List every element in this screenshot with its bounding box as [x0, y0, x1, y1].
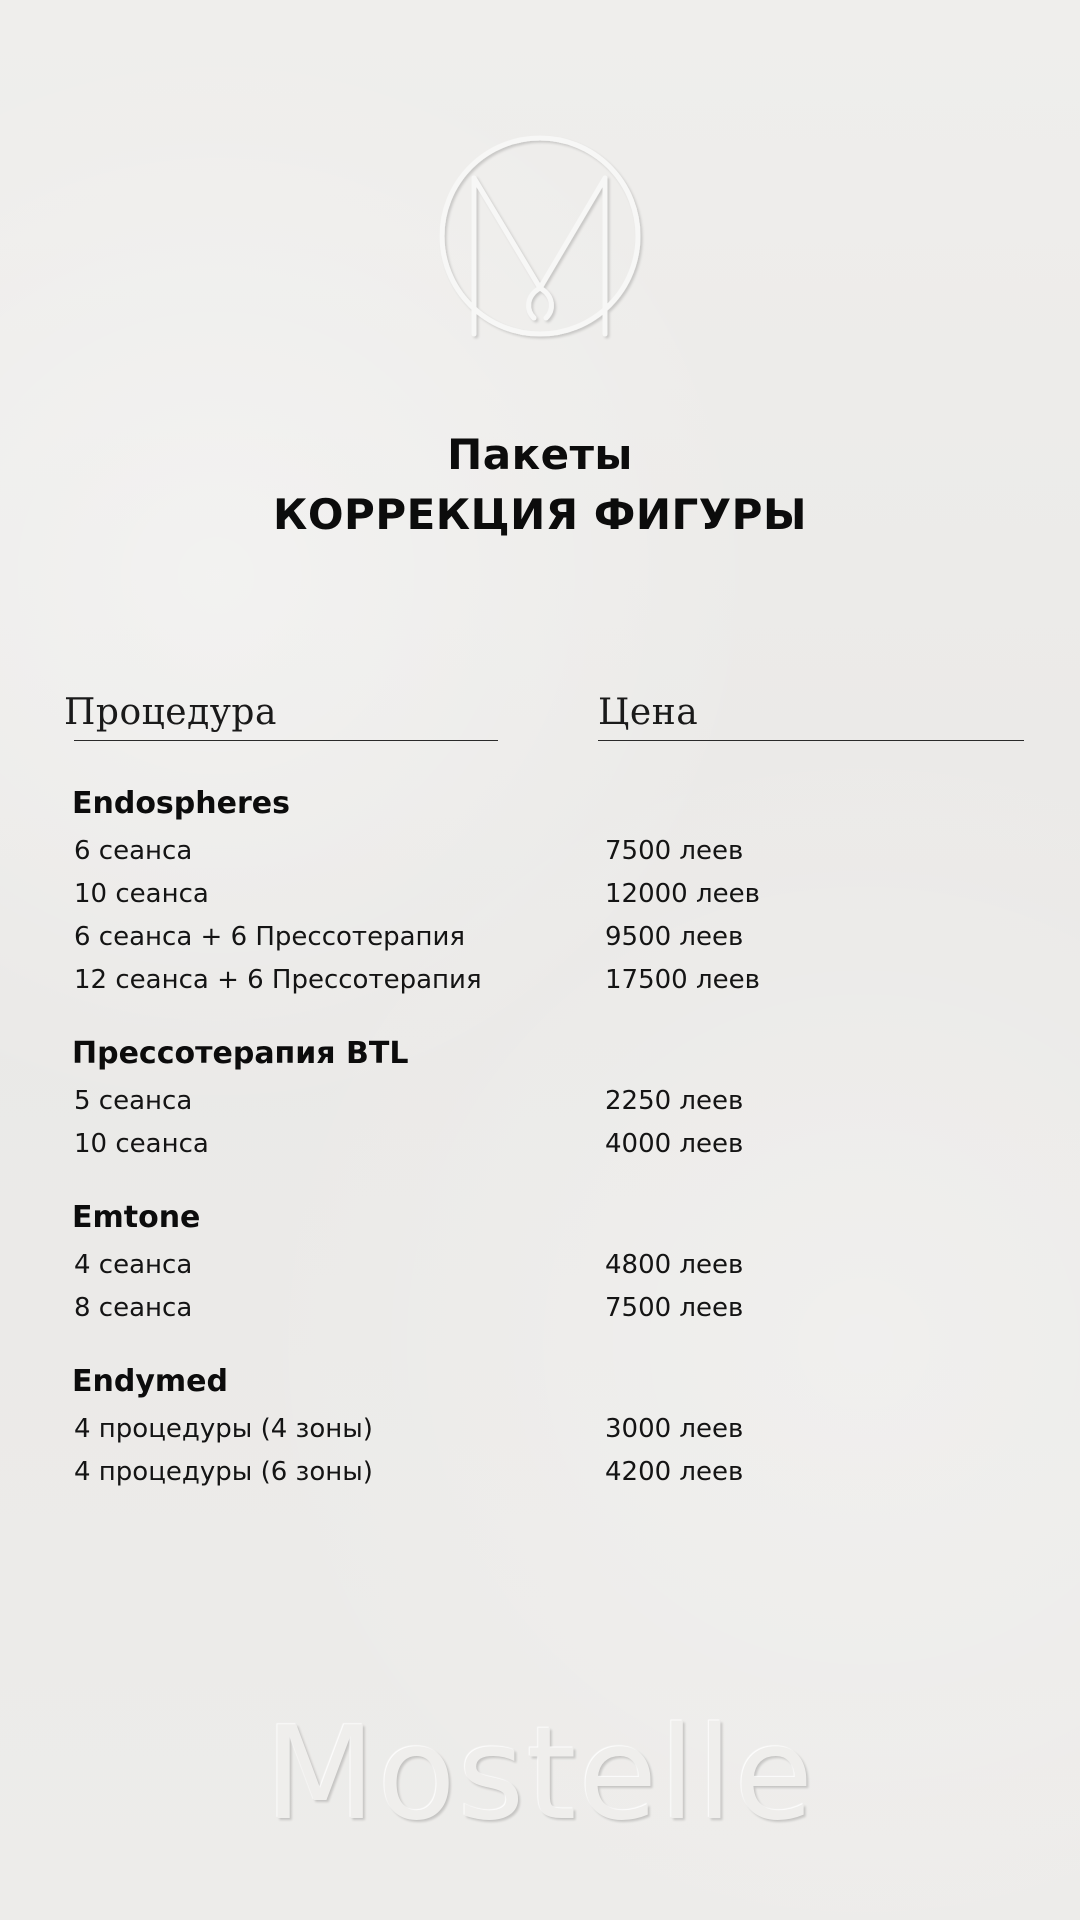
procedure-price: 3000 леев	[605, 1414, 744, 1444]
procedure-price: 12000 леев	[605, 879, 760, 909]
group-emtone	[0, 1194, 1080, 1330]
table-row	[0, 1244, 1080, 1287]
group-title: Endospheres	[72, 786, 290, 821]
procedure-name: 4 процедуры (6 зоны)	[74, 1457, 373, 1487]
procedure-price: 4800 леев	[605, 1250, 744, 1280]
procedure-price: 17500 леев	[605, 965, 760, 995]
procedure-price: 2250 леев	[605, 1086, 744, 1116]
procedure-name: 4 сеанса	[74, 1250, 193, 1280]
title-line-packages: Пакеты	[447, 430, 633, 479]
group-endospheres	[0, 780, 1080, 1002]
procedure-name: 6 сеанса	[74, 836, 193, 866]
procedure-name: 10 сеанса	[74, 1129, 209, 1159]
group-title: Прессотерапия BTL	[72, 1036, 409, 1071]
table-row	[0, 1451, 1080, 1494]
procedure-header-divider	[74, 740, 498, 741]
price-table	[0, 780, 1080, 1522]
group-title: Emtone	[72, 1200, 201, 1235]
brand-wordmark: Mostelle	[264, 1700, 816, 1849]
table-row	[0, 1287, 1080, 1330]
price-header-divider	[598, 740, 1024, 741]
procedure-name: 12 сеанса + 6 Прессотерапия	[74, 965, 482, 995]
mostelle-monogram-icon	[430, 120, 650, 350]
procedure-price: 4000 леев	[605, 1129, 744, 1159]
page-title	[0, 425, 1080, 545]
group-pressotherapy-btl	[0, 1030, 1080, 1166]
procedure-name: 6 сеанса + 6 Прессотерапия	[74, 922, 466, 952]
price-column-header: Цена	[598, 692, 699, 733]
title-line-category: КОРРЕКЦИЯ ФИГУРЫ	[273, 490, 807, 539]
procedure-name: 5 сеанса	[74, 1086, 193, 1116]
group-endymed	[0, 1358, 1080, 1494]
group-title: Endymed	[72, 1364, 228, 1399]
table-row	[0, 1123, 1080, 1166]
procedure-price: 9500 леев	[605, 922, 744, 952]
table-row	[0, 1080, 1080, 1123]
table-row	[0, 873, 1080, 916]
procedure-price: 4200 леев	[605, 1457, 744, 1487]
procedure-price: 7500 леев	[605, 836, 744, 866]
procedure-name: 10 сеанса	[74, 879, 209, 909]
table-row	[0, 1408, 1080, 1451]
procedure-name: 8 сеанса	[74, 1293, 193, 1323]
procedure-column-header: Процедура	[64, 692, 277, 733]
table-row	[0, 916, 1080, 959]
table-row	[0, 959, 1080, 1002]
table-row	[0, 830, 1080, 873]
procedure-price: 7500 леев	[605, 1293, 744, 1323]
procedure-name: 4 процедуры (4 зоны)	[74, 1414, 373, 1444]
